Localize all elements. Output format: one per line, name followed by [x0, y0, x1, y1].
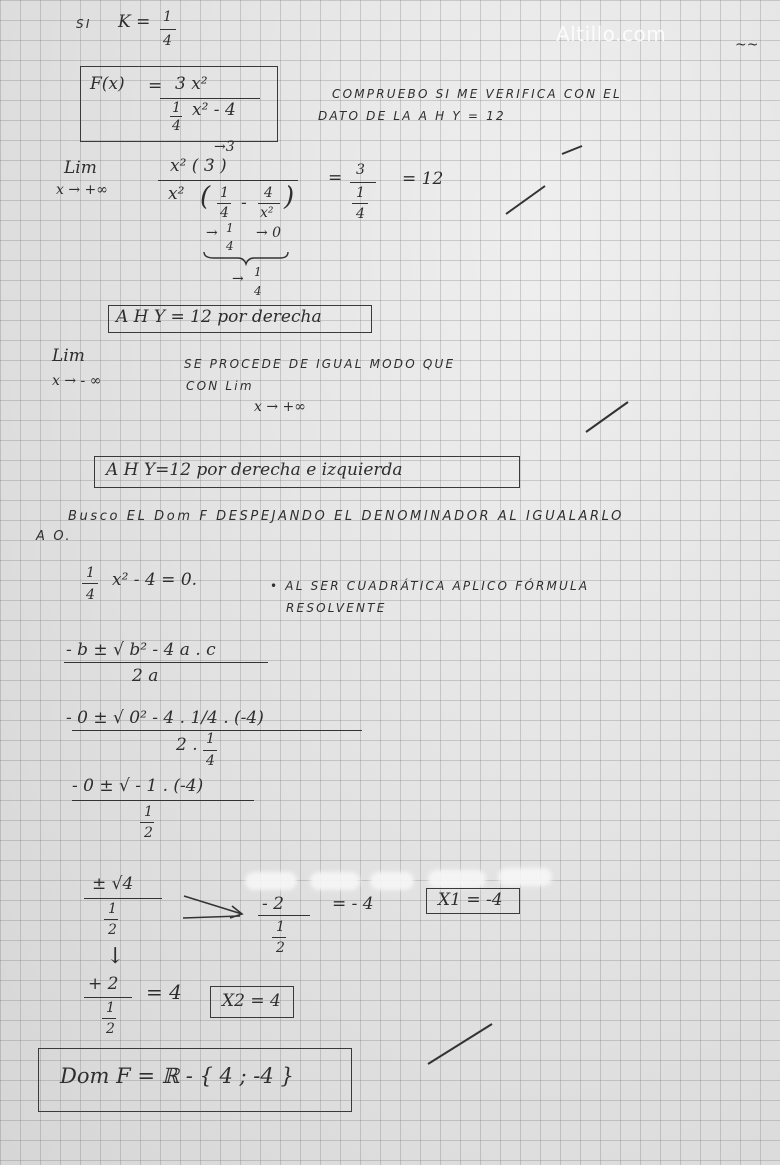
lim-label-1: Lim [64, 158, 97, 178]
busco-line-2: A O. [36, 529, 72, 544]
eq-neg4: = - 4 [332, 894, 374, 914]
corner-mark: ~~ [735, 37, 759, 53]
lim-x-to-pinf: x → +∞ [56, 182, 108, 198]
sub-den-one: 1 [206, 731, 215, 747]
simp-numerator: - 0 ± √ - 1 . (-4) [72, 776, 204, 796]
paren-open: ( [200, 182, 211, 212]
formula-denominator: 2 a [132, 666, 159, 686]
pm-den-two: 2 [108, 922, 117, 938]
lim-x-to-minf: x → - ∞ [52, 373, 102, 389]
result-den-one: 1 [356, 185, 365, 201]
tqb-one: 1 [254, 265, 262, 279]
simp-den-one: 1 [144, 804, 153, 820]
fx-numerator: 3 x² [175, 74, 208, 94]
eq-4: = 4 [146, 980, 182, 1004]
tq-one: 1 [226, 221, 234, 235]
check-mark [586, 402, 628, 432]
x2-text: X2 = 4 [222, 991, 281, 1011]
plus2-den-two: 2 [106, 1021, 115, 1037]
fx-den-four: 4 [172, 118, 181, 134]
check-line-2: DATO DE LA A H Y = 12 [318, 109, 506, 123]
proceed-line-3: x → +∞ [254, 399, 306, 415]
plus2-num: + 2 [88, 974, 119, 994]
pm-sqrt4: ± √4 [92, 874, 134, 894]
arrow-to-3: →3 [214, 139, 235, 155]
check-mark [562, 146, 582, 154]
sub-numerator: - 0 ± √ 0² - 4 . 1/4 . (-4) [66, 708, 264, 728]
lim-den-minus: - [241, 193, 247, 213]
lim-numerator: x² ( 3 ) [170, 156, 227, 176]
tends-to-quarter-b: → [232, 271, 244, 287]
eq-quad: x² - 4 = 0. [112, 570, 198, 590]
k-equals: K = [118, 12, 151, 32]
neg2-den-two: 2 [276, 940, 285, 956]
neg2-num: - 2 [262, 894, 284, 914]
si-label: SI [76, 17, 92, 31]
proceed-line-1: SE PROCEDE DE IGUAL MODO QUE [184, 357, 456, 371]
result-12: = 12 [402, 169, 444, 189]
proceed-line-2: CON Lim [186, 379, 254, 393]
paren-close: ) [284, 182, 295, 212]
lim-den-4: 4 [264, 185, 273, 201]
eq-quad-one: 1 [86, 565, 95, 581]
ah-both-text: A H Y=12 por derecha e izquierda [106, 460, 403, 480]
tq-four: 4 [226, 239, 234, 253]
x1-text: X1 = -4 [438, 890, 503, 910]
result-num-3: 3 [356, 162, 365, 178]
eq-quad-four: 4 [86, 587, 95, 603]
fx-equals: = [148, 76, 163, 96]
sub-denominator: 2 . [176, 735, 198, 755]
note-line-1: • AL SER CUADRÁTICA APLICO FÓRMULA [270, 579, 590, 593]
lim-den-x2b: x² [260, 205, 274, 221]
plus2-den-one: 1 [106, 1000, 115, 1016]
result-equals: = [328, 168, 343, 188]
tqb-four: 4 [254, 284, 262, 298]
note-line-2: RESOLVENTE [286, 601, 387, 615]
neg2-den-one: 1 [276, 919, 285, 935]
watermark: Altillo.com [556, 22, 667, 46]
lim-label-2: Lim [52, 346, 85, 366]
busco-line-1: Busco EL Dom F DESPEJANDO EL DENOMINADOR AL IGUALARLO [68, 509, 624, 524]
fx-den-one: 1 [172, 100, 181, 116]
lim-den-x2: x² [168, 184, 185, 204]
result-den-four: 4 [356, 206, 365, 222]
arrow-line [184, 896, 242, 914]
fx-label: F(x) [90, 74, 125, 94]
sub-den-four: 4 [206, 753, 215, 769]
tends-to-zero: → 0 [256, 225, 282, 241]
lim-den-one: 1 [220, 185, 229, 201]
ah-right-text: A H Y = 12 por derecha [116, 307, 322, 327]
check-line-1: COMPRUEBO SI ME VERIFICA CON EL [332, 87, 622, 101]
check-mark [506, 186, 545, 214]
lim-den-four: 4 [220, 205, 229, 221]
k-numerator: 1 [163, 9, 172, 25]
check-mark [428, 1024, 492, 1064]
formula-numerator: - b ± √ b² - 4 a . c [66, 640, 216, 660]
fx-denominator: x² - 4 [192, 100, 236, 120]
tends-to-quarter: → [206, 225, 218, 241]
simp-den-two: 2 [144, 825, 153, 841]
brace [204, 252, 288, 264]
down-arrow: ↓ [106, 944, 125, 969]
pm-den-one: 1 [108, 901, 117, 917]
k-denominator: 4 [163, 33, 172, 49]
dom-result: Dom F = ℝ - { 4 ; -4 } [60, 1064, 294, 1088]
